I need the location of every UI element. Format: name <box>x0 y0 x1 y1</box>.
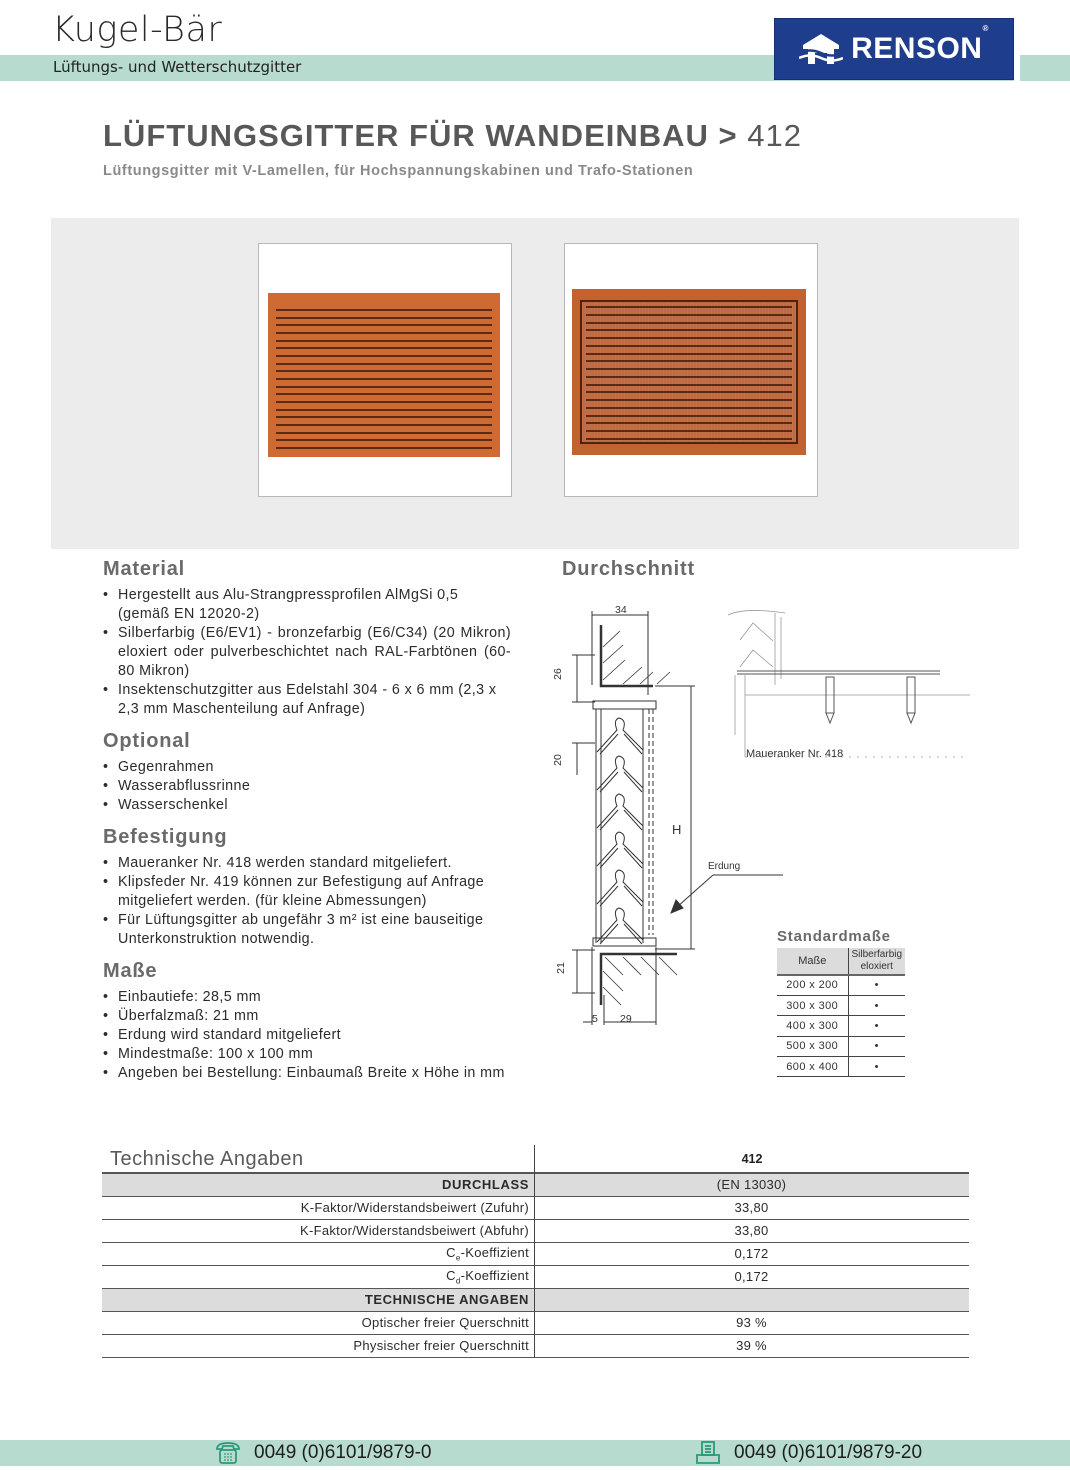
technische-angaben-heading: Technische Angaben <box>110 1148 304 1170</box>
table-section-row <box>102 1173 969 1196</box>
fax-icon <box>694 1441 722 1465</box>
grille-slat <box>586 360 792 362</box>
column-header: Maße <box>777 948 848 975</box>
list-item: • Für Lüftungsgitter ab ungefähr 3 m² ist eine bauseitige Unterkonstruktion notwendig. <box>103 911 515 949</box>
house-logo-icon <box>799 31 843 67</box>
phone-number[interactable]: 0049 (0)6101/9879-0 <box>254 1442 432 1463</box>
table-row <box>102 1334 969 1357</box>
grille-slat <box>586 337 792 339</box>
material-list <box>103 586 511 719</box>
telephone-icon <box>214 1441 242 1465</box>
tech-column-header: 412 <box>741 1152 763 1166</box>
dim-top-height: 26 <box>551 668 564 680</box>
row-label: Physischer freier Querschnitt <box>102 1334 534 1357</box>
grille-slat <box>586 314 792 316</box>
grille-slat <box>276 363 492 365</box>
table-row <box>777 1057 905 1077</box>
grille-slat <box>586 415 792 417</box>
durchschnitt-heading: Durchschnitt <box>562 558 695 580</box>
list-item: • Erdung wird standard mitgeliefert <box>103 1026 523 1045</box>
list-item: • Mindestmaße: 100 x 100 mm <box>103 1045 523 1064</box>
grille-slat <box>586 376 792 378</box>
grille-slat <box>586 353 792 355</box>
grille-slat <box>276 424 492 426</box>
row-label: K-Faktor/Widerstandsbeiwert (Abfuhr) <box>102 1219 534 1242</box>
list-item: • Gegenrahmen <box>103 758 511 777</box>
table-section-row <box>102 1288 969 1311</box>
row-label: TECHNISCHE ANGABEN <box>102 1288 534 1311</box>
size-cell: 600 x 400 <box>777 1057 848 1077</box>
table-row <box>102 1265 969 1288</box>
list-item: • Überfalzmaß: 21 mm <box>103 1007 523 1026</box>
product-photo-area <box>51 218 1019 549</box>
list-item: • Silberfarbig (E6/EV1) - bronzefarbig (E6/C34) (20 Mikron) eloxiert oder pulverbeschichtet nach RAL-Farbtönen (60-80 Mikron) <box>103 624 511 681</box>
tech-column-divider <box>534 1145 535 1358</box>
table-row <box>102 1311 969 1334</box>
list-item: • Wasserabflussrinne <box>103 777 511 796</box>
v-lamella-inner <box>600 848 642 868</box>
list-item: • Klipsfeder Nr. 419 können zur Befestigung auf Anfrage mitgeliefert werden. (für kleine Abmessungen) <box>103 873 515 911</box>
erdung-label: Erdung <box>708 861 741 872</box>
grille-slat <box>276 409 492 411</box>
row-label: $C_d$-Koeffizient <box>102 1265 534 1288</box>
grille-slat <box>276 378 492 380</box>
table-row <box>777 995 905 1015</box>
list-item: • Maueranker Nr. 418 werden standard mitgeliefert. <box>103 854 515 873</box>
dim-height: H <box>672 822 682 837</box>
grille-slat <box>586 438 792 440</box>
grille-slat <box>276 355 492 357</box>
product-photo-front <box>258 243 512 497</box>
page-title: LÜFTUNGSGITTER FÜR WANDEINBAU > 412 <box>103 118 802 153</box>
grille-slat <box>276 432 492 434</box>
grille-slat <box>586 391 792 393</box>
befestigung-list <box>103 854 515 949</box>
befestigung-heading: Befestigung <box>103 826 228 848</box>
footer-phone <box>214 1440 431 1466</box>
grille-slat <box>276 347 492 349</box>
size-cell: 200 x 200 <box>777 975 848 995</box>
row-label: $C_e$-Koeffizient <box>102 1242 534 1265</box>
logo-text: RENSON® <box>851 24 989 65</box>
dim-bottom-width: 29 <box>620 1013 632 1025</box>
table-row <box>102 1219 969 1242</box>
list-item: • Wasserschenkel <box>103 796 511 815</box>
row-value: 33,80 <box>534 1196 969 1219</box>
grille-slat <box>586 368 792 370</box>
grille-slat <box>276 332 492 334</box>
dim-bottom-left: 5 <box>592 1013 598 1025</box>
grille-slat <box>276 309 492 311</box>
table-row <box>777 975 905 995</box>
technische-angaben-table <box>102 1172 969 1358</box>
optional-heading: Optional <box>103 730 191 752</box>
availability-cell: • <box>848 1036 905 1056</box>
standardmasse-table <box>777 948 905 1077</box>
grille-slat <box>586 306 792 308</box>
availability-cell: • <box>848 1016 905 1036</box>
list-item: • Insektenschutzgitter aus Edelstahl 304 - 6 x 6 mm (2,3 x 2,3 mm Maschenteilung auf Anfrage) <box>103 681 511 719</box>
renson-logo <box>774 18 1014 80</box>
row-value: 39 % <box>534 1334 969 1357</box>
table-row <box>777 1016 905 1036</box>
brand-tagline: Lüftungs- und Wetterschutzgitter <box>53 58 302 76</box>
row-value: 0,172 <box>534 1265 969 1288</box>
row-label: DURCHLASS <box>102 1173 534 1196</box>
size-cell: 400 x 300 <box>777 1016 848 1036</box>
v-lamella-inner <box>600 810 642 830</box>
size-cell: 300 x 300 <box>777 995 848 1015</box>
dim-top-width: 34 <box>615 604 627 616</box>
grille-slat <box>276 317 492 319</box>
row-value: 93 % <box>534 1311 969 1334</box>
grille-slat <box>276 386 492 388</box>
grille-slat <box>276 324 492 326</box>
list-item: • Angeben bei Bestellung: Einbaumaß Breite x Höhe in mm <box>103 1064 523 1083</box>
masse-heading: Maße <box>103 960 158 982</box>
availability-cell: • <box>848 975 905 995</box>
grille-slat <box>276 370 492 372</box>
availability-cell: • <box>848 1057 905 1077</box>
grille-slat <box>586 422 792 424</box>
row-label: Optischer freier Querschnitt <box>102 1311 534 1334</box>
anchor-label: Maueranker Nr. 418 <box>746 748 844 760</box>
product-photo-mesh <box>564 243 818 497</box>
list-item: • Hergestellt aus Alu-Strangpressprofilen AlMgSi 0,5 (gemäß EN 12020-2) <box>103 586 511 624</box>
v-lamella-inner <box>600 772 642 792</box>
grille-slat <box>586 329 792 331</box>
column-header: Silberfarbig eloxiert <box>848 948 905 975</box>
grille-slat <box>276 401 492 403</box>
availability-cell: • <box>848 995 905 1015</box>
fax-number[interactable]: 0049 (0)6101/9879-20 <box>734 1442 923 1463</box>
grille-image <box>268 293 500 457</box>
standardmasse-heading: Standardmaße <box>777 928 891 945</box>
row-value: (EN 13030) <box>534 1173 969 1196</box>
band-gap <box>1014 55 1020 81</box>
dim-bottom-height: 21 <box>554 962 567 974</box>
row-value: 33,80 <box>534 1219 969 1242</box>
table-row <box>777 1036 905 1056</box>
v-lamella-inner <box>600 734 642 754</box>
grille-slat <box>276 416 492 418</box>
v-lamella-inner <box>600 886 642 906</box>
brand-name: Kugel-Bär <box>52 10 223 50</box>
material-heading: Material <box>103 558 185 580</box>
grille-slat <box>586 407 792 409</box>
v-lamella-inner <box>600 924 642 944</box>
grille-slat <box>586 345 792 347</box>
grille-slat <box>586 430 792 432</box>
grille-slat <box>276 439 492 441</box>
table-row <box>102 1196 969 1219</box>
optional-list <box>103 758 511 815</box>
size-cell: 500 x 300 <box>777 1036 848 1056</box>
row-label: K-Faktor/Widerstandsbeiwert (Zufuhr) <box>102 1196 534 1219</box>
page-subtitle: Lüftungsgitter mit V-Lamellen, für Hochspannungskabinen und Trafo-Stationen <box>103 163 694 179</box>
grille-slat <box>276 447 492 449</box>
list-item: • Einbautiefe: 28,5 mm <box>103 988 523 1007</box>
grille-slat <box>586 322 792 324</box>
grille-slat <box>586 399 792 401</box>
row-value <box>534 1288 969 1311</box>
table-row <box>102 1242 969 1265</box>
footer-fax <box>694 1440 922 1466</box>
row-value: 0,172 <box>534 1242 969 1265</box>
grille-mesh-image <box>572 289 806 455</box>
grille-slat <box>276 393 492 395</box>
masse-list <box>103 988 523 1083</box>
cross-section-diagram <box>545 595 985 1035</box>
grille-slat <box>586 384 792 386</box>
dim-slat-pitch: 20 <box>551 754 564 766</box>
grille-slat <box>276 340 492 342</box>
